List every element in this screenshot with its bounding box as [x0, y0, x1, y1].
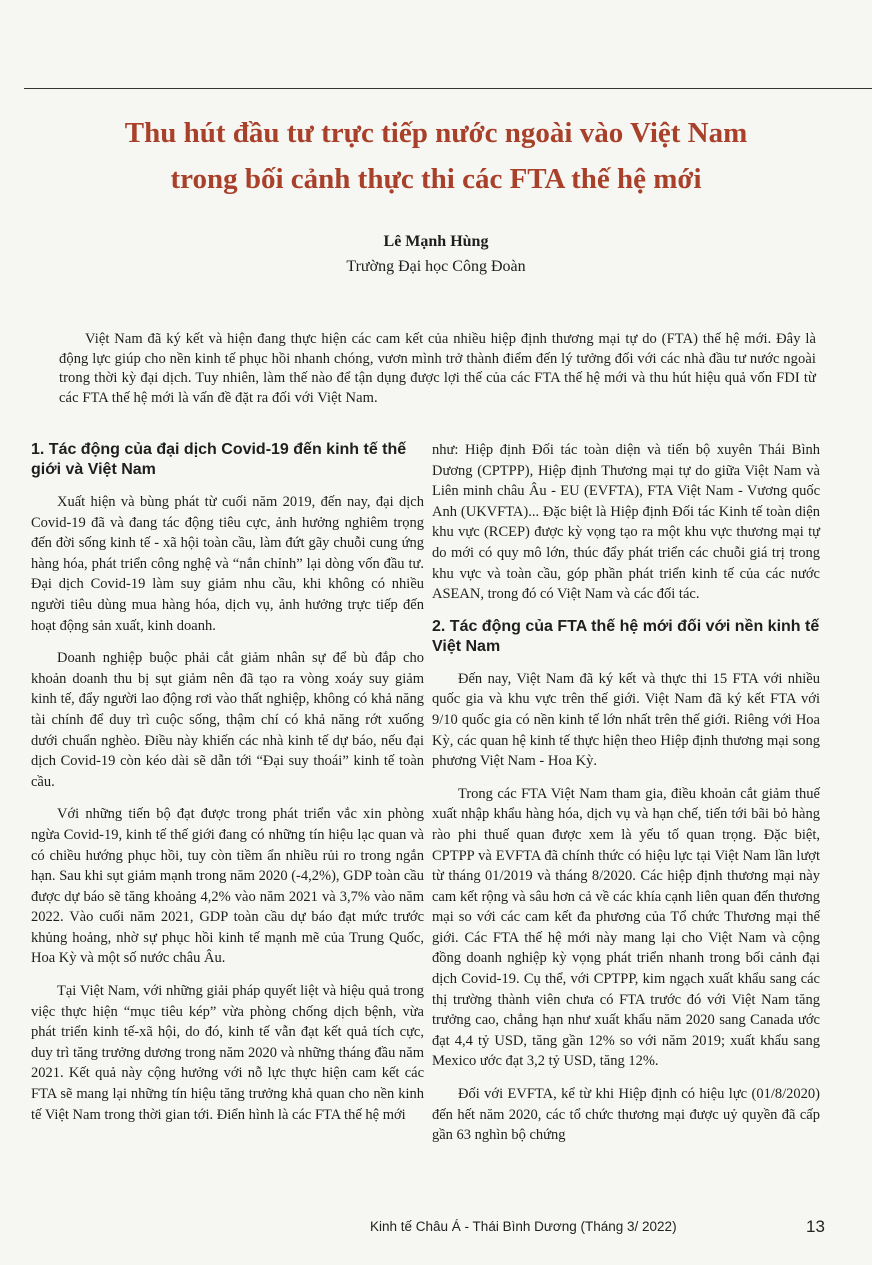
section-2-heading: 2. Tác động của FTA thế hệ mới đối với nền kinh tế Việt Nam [432, 617, 820, 655]
paragraph: Doanh nghiệp buộc phải cắt giảm nhân sự để bù đắp cho khoản doanh thu bị sụt giảm nên đã tạo ra vòng xoáy suy giảm kinh tế, đẩy người lao động rơi vào thất nghiệp, không có khả năng tài chính để duy trì cuộc sống, thậm chí có khả năng rớt xuống dưới chuẩn nghèo. Điều này khiến các nhà kinh tế dự báo, nếu đại dịch Covid-19 còn kéo dài sẽ dẫn tới “Đại suy thoái” kinh tế toàn cầu. [31, 650, 424, 790]
paragraph: Đến nay, Việt Nam đã ký kết và thực thi 15 FTA với nhiều quốc gia và khu vực trên thế giới. Việt Nam đã ký kết FTA với 9/10 quốc gia có nền kinh tế lớn nhất trên thế giới. Riêng với Hoa Kỳ, các quan hệ kinh tế thực hiện theo Hiệp định thương mại song phương Việt Nam - Hoa Kỳ. [432, 670, 820, 770]
section-1-heading: 1. Tác động của đại dịch Covid-19 đến kinh tế thế giới và Việt Nam [31, 441, 407, 478]
title-line-1: Thu hút đầu tư trực tiếp nước ngoài vào Việt Nam [124, 117, 748, 149]
right-column [432, 440, 820, 1158]
journal-footer: Kinh tế Châu Á - Thái Bình Dương (Tháng 3/ 2022) [370, 1219, 677, 1234]
article-title [0, 110, 872, 202]
top-rule [24, 88, 872, 89]
page-number: 13 [806, 1217, 825, 1236]
paragraph: Tại Việt Nam, với những giải pháp quyết liệt và hiệu quả trong việc thực hiện “mục tiêu kép” vừa phòng chống dịch bệnh, vừa phát triển kinh tế-xã hội, do đó, kinh tế vẫn đạt kết quả tích cực, duy trì tăng trưởng dương trong năm 2020 và những tháng đầu năm 2021. Kết quả này cộng hưởng với nỗ lực thực hiện cam kết các FTA sẽ mang lại những tín hiệu tăng trưởng khả quan cho nền kinh tế Việt Nam trong thời gian tới. Điển hình là các FTA thế hệ mới [31, 983, 424, 1123]
title-line-2: trong bối cảnh thực thi các FTA thế hệ mới [170, 163, 702, 195]
paragraph: Với những tiến bộ đạt được trong phát triển vắc xin phòng ngừa Covid-19, kinh tế thế giới đang có những tín hiệu lạc quan và có chiều hướng phục hồi, tuy còn tiềm ẩn nhiều rủi ro trong ngắn hạn. Sau khi sụt giảm mạnh trong năm 2020 (-4,2%), GDP toàn cầu được dự báo sẽ tăng khoảng 4,2% vào năm 2021 và 3,7% vào năm 2022. Vào cuối năm 2021, GDP toàn cầu dự báo đạt mức trước khủng hoảng, nhờ sự phục hồi kinh tế mạnh mẽ của Trung Quốc, Hoa Kỳ và một số nước châu Âu. [31, 806, 424, 967]
paragraph-continued: như: Hiệp định Đối tác toàn diện và tiến bộ xuyên Thái Bình Dương (CPTPP), Hiệp định Thương mại tự do giữa Việt Nam và Liên minh châu Âu - EU (EVFTA), FTA Việt Nam - Vương quốc Anh (UKVFTA)... Đặc biệt là Hiệp định Đối tác Kinh tế toàn diện khu vực (RCEP) được kỳ vọng tạo ra một khu vực thương mại tự do mới có quy mô lớn, thúc đẩy phát triển các chuỗi giá trị trong khu vực và toàn cầu, góp phần phát triển kinh tế của các nước ASEAN, trong đó có Việt Nam và các đối tác. [432, 442, 820, 603]
author-affiliation: Trường Đại học Công Đoàn [346, 258, 526, 275]
paragraph: Trong các FTA Việt Nam tham gia, điều khoản cắt giảm thuế xuất nhập khẩu hàng hóa, dịch vụ và hạn chế, tiến tới bãi bỏ hàng rào phi thuế quan được xem là yếu tố quan trọng. Đặc biệt, CPTPP và EVFTA đã chính thức có hiệu lực tại Việt Nam lần lượt từ tháng 01/2019 và tháng 8/2020. Các hiệp định thương mại này cam kết rộng và sâu hơn cả về các khía cạnh liên quan đến thương mại so với các cam kết đa phương của Tổ chức Thương mại thế giới. Các FTA thế hệ mới này mang lại cho Việt Nam và cộng đồng doanh nghiệp kỳ vọng phát triển nhanh trong bối cảnh đại dịch Covid-19. Cụ thể, với CPTPP, kim ngạch xuất khẩu sang các thị trường thành viên chưa có FTA trước đó với Việt Nam tăng trưởng cao, chẳng hạn như xuất khẩu năm 2020 sang Canada ước đạt 4,4 tỷ USD, tăng gần 12% so với năm 2019; xuất khẩu sang Mexico ước đạt 3,2 tỷ USD, tăng 12%. [432, 785, 820, 1070]
paragraph: Xuất hiện và bùng phát từ cuối năm 2019, đến nay, đại dịch Covid-19 đã và đang tác động tiêu cực, ảnh hưởng nghiêm trọng đến đời sống kinh tế - xã hội toàn cầu, làm đứt gãy chuỗi cung ứng hàng hóa, phát triển công nghệ và “nắn chỉnh” lại dòng vốn đầu tư. Đại dịch Covid-19 làm suy giảm nhu cầu, khi không có nhiều người tiêu dùng mua hàng hóa, dịch vụ, ảnh hưởng trực tiếp đến hoạt động sản xuất, kinh doanh. [31, 494, 424, 634]
paragraph: Đối với EVFTA, kể từ khi Hiệp định có hiệu lực (01/8/2020) đến hết năm 2020, các tổ chức thương mại được uỷ quyền đã cấp gần 63 nghìn bộ chứng [432, 1086, 820, 1144]
author-name: Lê Mạnh Hùng [383, 233, 489, 250]
left-column [31, 440, 424, 1137]
abstract: Việt Nam đã ký kết và hiện đang thực hiện các cam kết của nhiều hiệp định thương mại tự do (FTA) thế hệ mới. Đây là động lực giúp cho nền kinh tế phục hồi nhanh chóng, vươn mình trở thành điểm đến lý tưởng đối với các nhà đầu tư nước ngoài trong thời kỳ đại dịch. Tuy nhiên, làm thế nào để tận dụng được lợi thế của các FTA thế hệ mới và thu hút hiệu quả vốn FDI từ các FTA thế hệ mới là vấn đề đặt ra đối với Việt Nam. [59, 331, 816, 406]
